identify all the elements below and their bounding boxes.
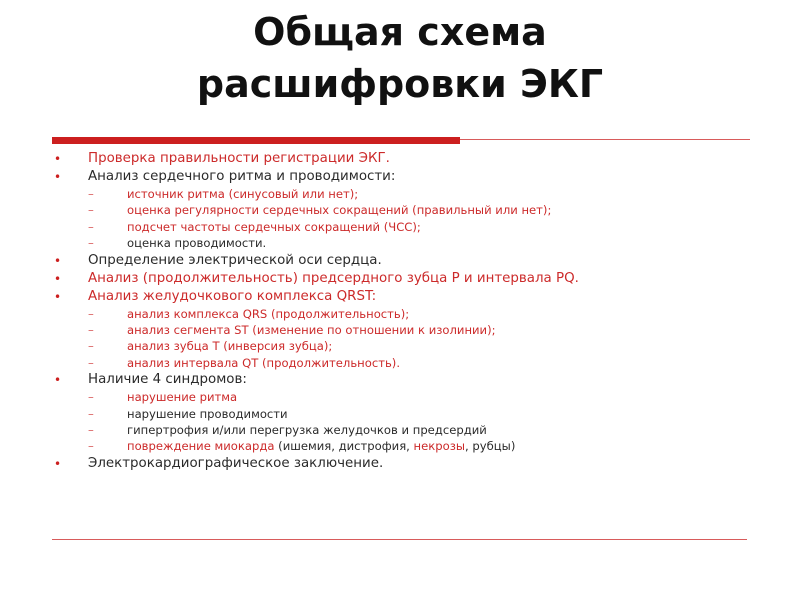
bullet-marker: • [54,373,62,388]
dash-marker: – [88,236,94,251]
list-item-syndromes [0,371,800,389]
list-item-text: Анализ желудочкового комплекса QRST: [88,288,377,304]
text-fragment: некрозы [413,439,466,454]
sub-item-st-segment [0,322,800,338]
dash-marker: – [88,339,94,354]
sub-item-text: подсчет частоты сердечных сокращений (ЧСС); [127,219,421,234]
footer-rule [52,539,747,540]
list-item-text: Наличие 4 синдромов: [88,372,247,388]
dash-marker: – [88,187,94,201]
text-fragment: , рубцы) [465,439,516,454]
sub-item-text: гипертрофия и/или перегрузка желудочков и предсердий [127,422,487,437]
sub-item-text: оценка регулярности сердечных сокращений (правильный или нет); [127,203,552,218]
sub-item-text: анализ интервала QT (продолжительность). [127,355,401,370]
list-item-text: Анализ (продолжительность) предсердного зубца P и интервала PQ. [88,270,579,286]
list-item-conclusion [0,455,800,473]
sub-item-conduction [0,235,800,251]
title-line-2: расшифровки ЭКГ [196,62,604,106]
list-item-text: Определение электрической оси сердца. [88,252,382,268]
list-item-p-wave-pq [0,270,800,288]
sub-item-text: нарушение ритма [127,390,238,405]
sub-item-t-wave [0,338,800,354]
sub-item-regularity [0,202,800,218]
dash-marker: – [88,439,94,454]
bullet-marker: • [54,152,62,166]
bullet-marker: • [54,271,62,286]
sub-item-text: оценка проводимости. [127,236,267,251]
sub-item-conduction-disorder [0,406,800,422]
sub-item-text: нарушение проводимости [127,406,288,421]
dash-marker: – [88,406,94,421]
text-fragment: повреждение миокарда [127,439,275,454]
sub-item-text: анализ сегмента ST (изменение по отношении к изолинии); [127,322,496,337]
list-item-registration-check [0,150,800,168]
sub-item-heart-rate [0,219,800,235]
sub-item-myocardial-damage [0,438,800,454]
slide-title [0,6,800,110]
sub-item-text: источник ритма (синусовый или нет); [127,187,359,201]
list-item-text: Электрокардиографическое заключение. [88,455,384,471]
sub-item-hypertrophy [0,422,800,438]
sub-item-text: анализ комплекса QRS (продолжительность); [127,306,410,321]
dash-marker: – [88,355,94,370]
list-item-rhythm-conduction [0,168,800,186]
bullet-marker: • [54,456,62,471]
sub-item-rhythm-disorder [0,389,800,405]
list-item-electrical-axis [0,252,800,270]
dash-marker: – [88,322,94,337]
list-item-text: Анализ сердечного ритма и проводимости: [88,169,396,184]
title-line-1: Общая схема [253,10,547,54]
title-underline-thin [460,139,750,140]
bullet-marker: • [54,170,62,184]
title-underline-thick [52,137,460,144]
bullet-marker: • [54,253,62,268]
list-item-qrst-complex [0,288,800,306]
dash-marker: – [88,422,94,437]
outline-list [0,150,800,473]
bullet-marker: • [54,289,62,304]
dash-marker: – [88,219,94,234]
sub-item-rhythm-source [0,186,800,202]
sub-item-qrs [0,306,800,322]
dash-marker: – [88,203,94,218]
text-fragment: (ишемия, дистрофия, [274,439,414,454]
sub-item-text [127,438,515,454]
list-item-text: Проверка правильности регистрации ЭКГ. [88,151,390,166]
sub-item-qt-interval [0,355,800,371]
sub-item-text: анализ зубца T (инверсия зубца); [127,339,333,354]
dash-marker: – [88,306,94,321]
dash-marker: – [88,390,94,405]
